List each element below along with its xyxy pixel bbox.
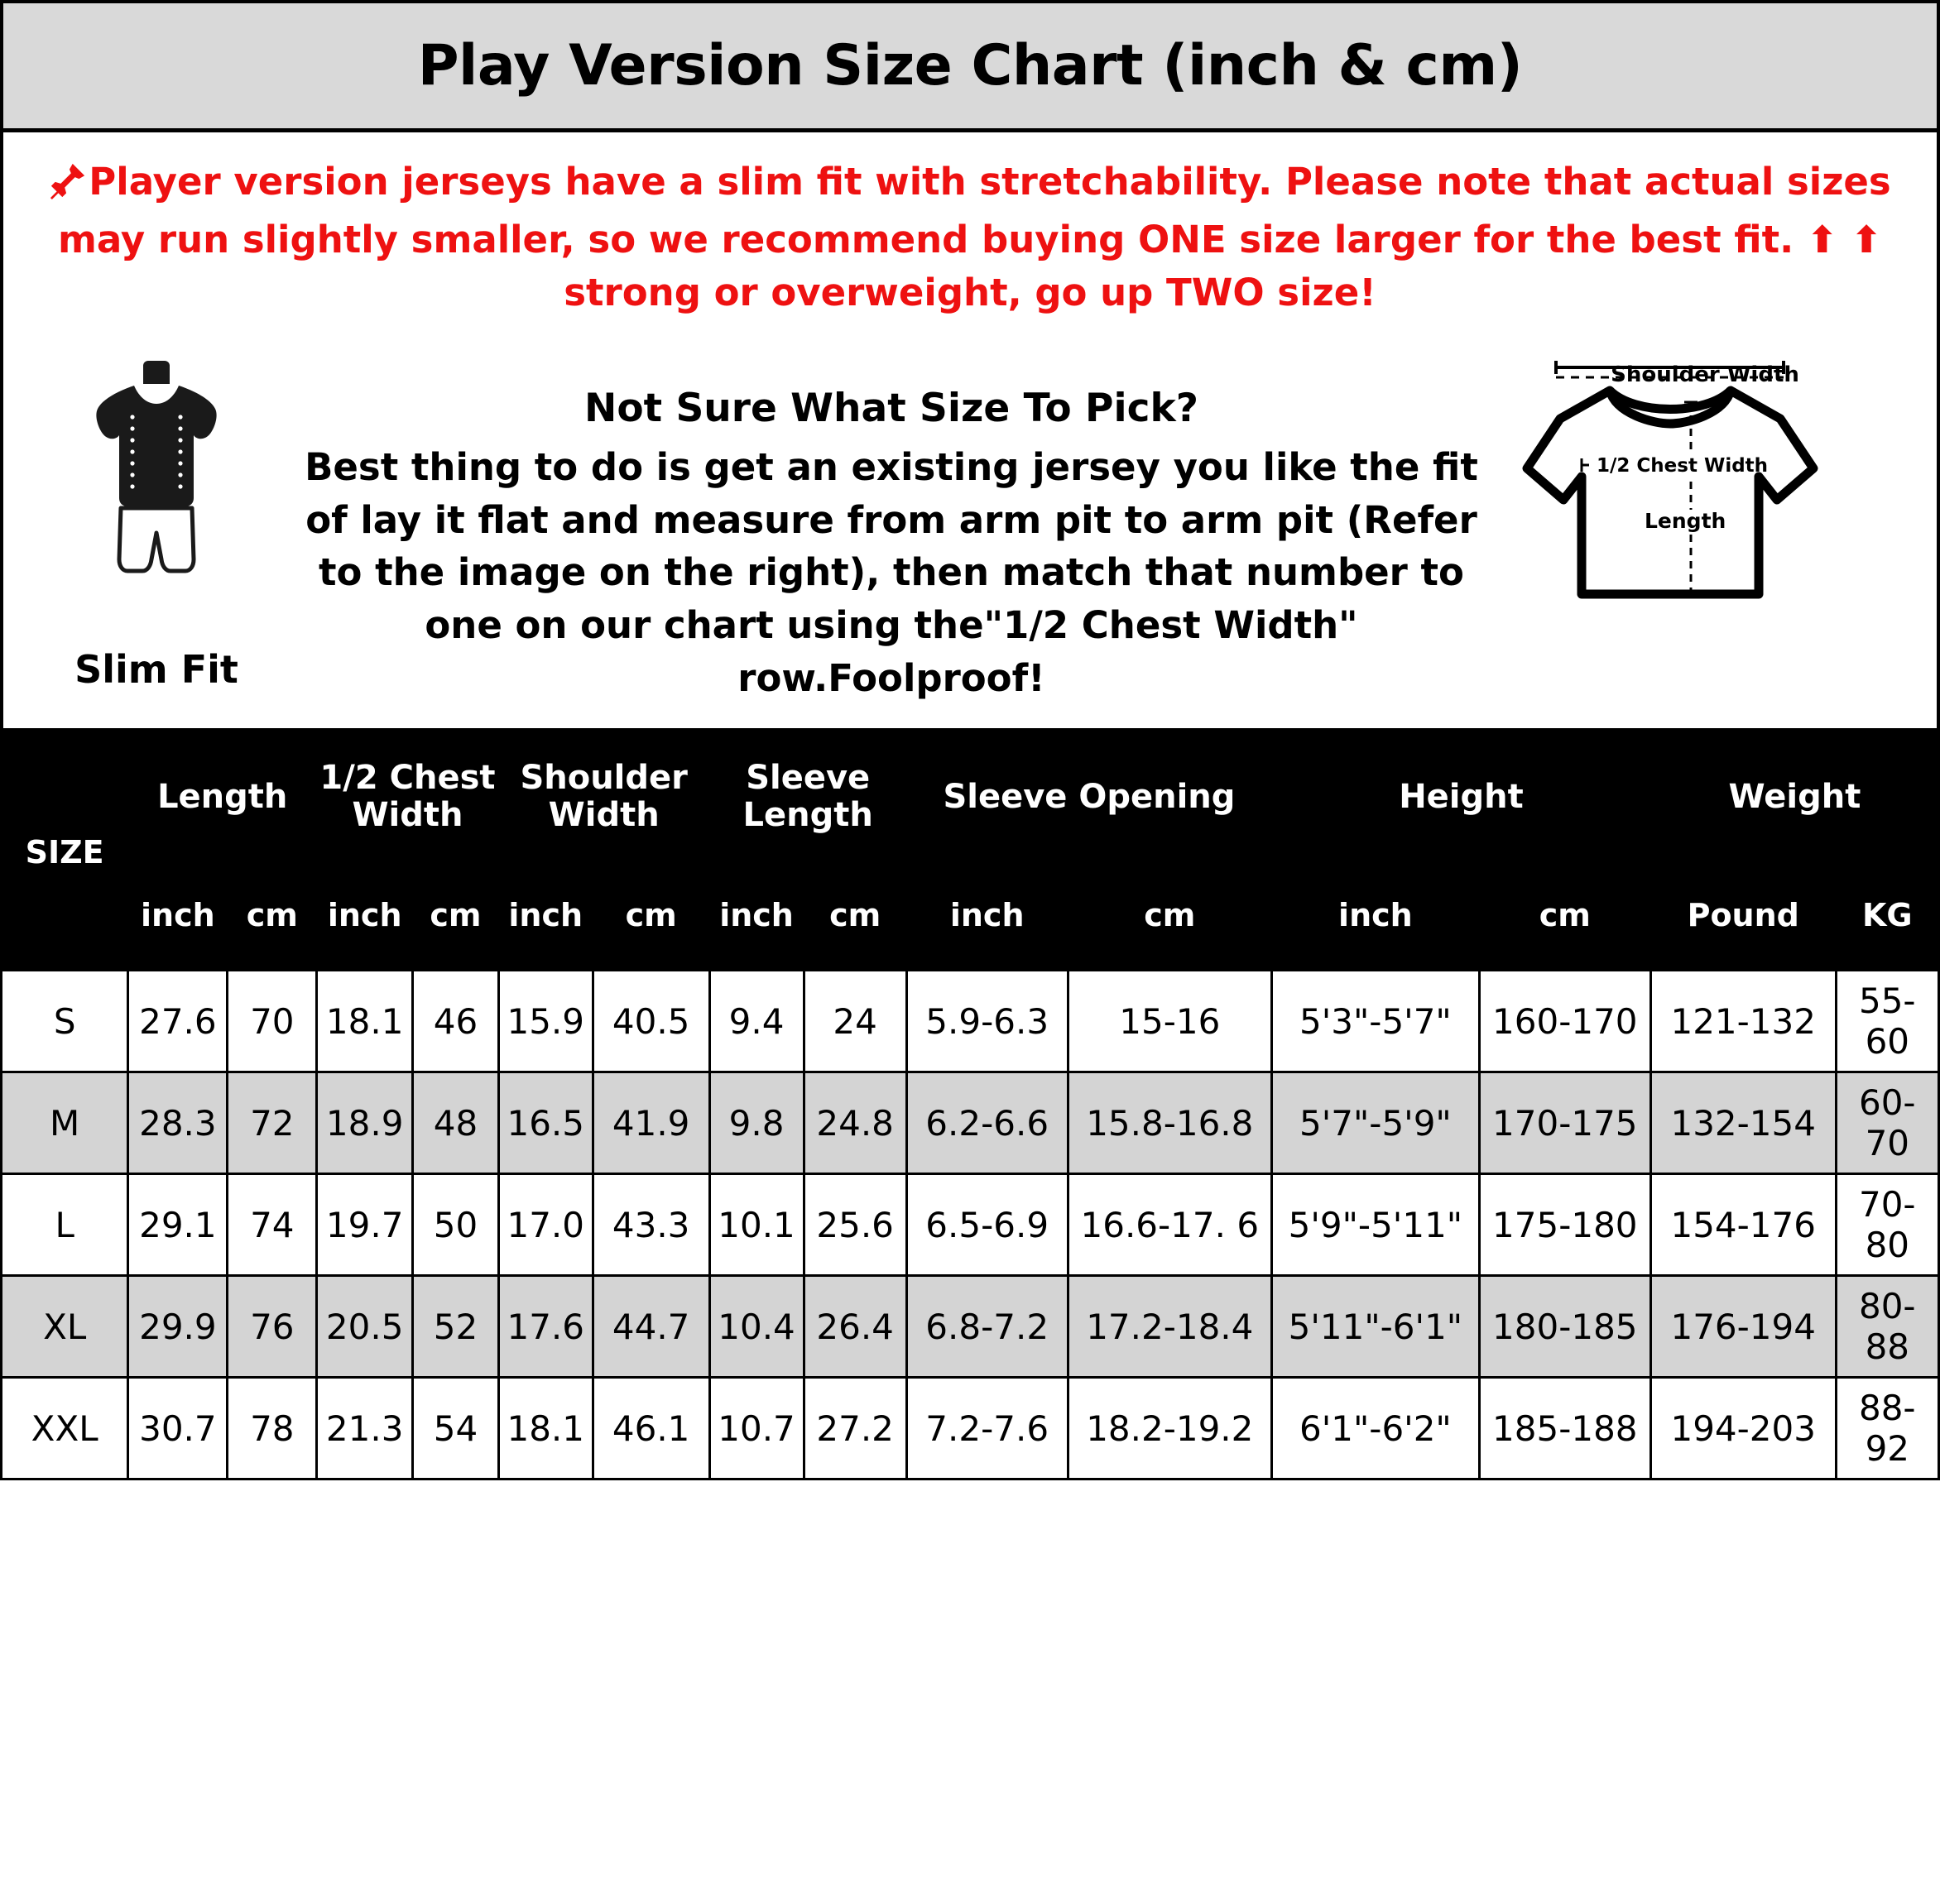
- cell-shoulder-cm: 43.3: [593, 1174, 709, 1276]
- header-group-sleeve-opening: Sleeve Opening: [906, 734, 1271, 861]
- cell-sleeve-opening-cm: 15.8-16.8: [1068, 1072, 1272, 1174]
- cell-weight-pound: 154-176: [1650, 1174, 1836, 1276]
- cell-height-cm: 175-180: [1479, 1174, 1650, 1276]
- guidance-text-block: [293, 343, 1490, 705]
- cell-sleeve-length-cm: 24: [804, 971, 906, 1072]
- cell-sleeve-length-inch: 10.1: [709, 1174, 804, 1276]
- guidance-paragraph: Best thing to do is get an existing jersey you like the fit of lay it flat and measure from arm pit to arm pit (Refer to the image on the right), then match that number to one on our chart using the"1/2 Chest Width" row.Foolproof!: [305, 444, 1478, 701]
- cell-length-cm: 78: [228, 1378, 317, 1480]
- cell-sleeve-opening-inch: 6.2-6.6: [906, 1072, 1068, 1174]
- header-unit-length-cm: cm: [228, 861, 317, 971]
- pushpin-icon: [49, 161, 87, 213]
- page-title: Play Version Size Chart (inch & cm): [417, 33, 1523, 98]
- cell-shoulder-inch: 15.9: [498, 971, 593, 1072]
- cell-weight-pound: 132-154: [1650, 1072, 1836, 1174]
- cell-sleeve-opening-cm: 17.2-18.4: [1068, 1276, 1272, 1378]
- cell-chest-cm: 46: [413, 971, 499, 1072]
- notice-section: [0, 132, 1940, 328]
- cell-height-inch: 5'11"-6'1": [1272, 1276, 1480, 1378]
- cell-weight-pound: 194-203: [1650, 1378, 1836, 1480]
- notice-message: Player version jerseys have a slim fit with stretchability. Please note that actual sizes may run slightly smaller, so we recommend buying ONE size larger for the best fit. ⬆ ⬆ strong or overweight, go up TWO size!: [58, 160, 1891, 314]
- shoulder-width-label: Shoulder Width: [1611, 362, 1799, 387]
- cell-chest-inch: 18.1: [317, 971, 413, 1072]
- cell-shoulder-inch: 17.6: [498, 1276, 593, 1378]
- cell-shoulder-inch: 16.5: [498, 1072, 593, 1174]
- notice-text: [31, 156, 1909, 319]
- cell-weight-kg: 60-70: [1836, 1072, 1938, 1174]
- cell-sleeve-opening-inch: 7.2-7.6: [906, 1378, 1068, 1480]
- header-group-weight: Weight: [1650, 734, 1938, 861]
- cell-shoulder-inch: 18.1: [498, 1378, 593, 1480]
- cell-height-cm: 170-175: [1479, 1072, 1650, 1174]
- cell-height-cm: 180-185: [1479, 1276, 1650, 1378]
- cell-chest-cm: 52: [413, 1276, 499, 1378]
- cell-weight-kg: 88-92: [1836, 1378, 1938, 1480]
- guidance-section: [0, 328, 1940, 732]
- slim-fit-label: Slim Fit: [74, 646, 238, 692]
- cell-height-cm: 185-188: [1479, 1378, 1650, 1480]
- header-group-sleeve-length: Sleeve Length: [709, 734, 906, 861]
- cell-sleeve-opening-inch: 6.8-7.2: [906, 1276, 1068, 1378]
- cell-sleeve-length-cm: 27.2: [804, 1378, 906, 1480]
- cell-sleeve-opening-cm: 18.2-19.2: [1068, 1378, 1272, 1480]
- table-row: [2, 1378, 1939, 1480]
- cell-sleeve-length-cm: 26.4: [804, 1276, 906, 1378]
- cell-height-inch: 5'7"-5'9": [1272, 1072, 1480, 1174]
- cell-length-inch: 28.3: [128, 1072, 228, 1174]
- cell-shoulder-inch: 17.0: [498, 1174, 593, 1276]
- measurement-diagram-block: [1490, 343, 1920, 655]
- header-group-height: Height: [1272, 734, 1651, 861]
- cell-chest-cm: 54: [413, 1378, 499, 1480]
- header-group-half-chest-width: 1/2 Chest Width: [317, 734, 499, 861]
- cell-sleeve-length-cm: 25.6: [804, 1174, 906, 1276]
- header-group-shoulder-width: Shoulder Width: [498, 734, 709, 861]
- header-unit-weight-kg: KG: [1836, 861, 1938, 971]
- cell-chest-inch: 18.9: [317, 1072, 413, 1174]
- header-unit-chest-inch: inch: [317, 861, 413, 971]
- cell-weight-kg: 70-80: [1836, 1174, 1938, 1276]
- cell-sleeve-length-cm: 24.8: [804, 1072, 906, 1174]
- guidance-question: Not Sure What Size To Pick?: [584, 385, 1198, 431]
- female-mannequin-icon: [20, 357, 293, 634]
- cell-weight-kg: 55-60: [1836, 971, 1938, 1072]
- cell-chest-cm: 48: [413, 1072, 499, 1174]
- cell-chest-cm: 50: [413, 1174, 499, 1276]
- table-row: [2, 971, 1939, 1072]
- header-unit-length-inch: inch: [128, 861, 228, 971]
- cell-weight-kg: 80-88: [1836, 1276, 1938, 1378]
- chart-title-bar: [0, 0, 1940, 132]
- cell-length-cm: 74: [228, 1174, 317, 1276]
- cell-shoulder-cm: 44.7: [593, 1276, 709, 1378]
- cell-size: L: [2, 1174, 128, 1276]
- cell-sleeve-opening-cm: 15-16: [1068, 971, 1272, 1072]
- header-unit-shoulder-inch: inch: [498, 861, 593, 971]
- cell-length-cm: 70: [228, 971, 317, 1072]
- cell-shoulder-cm: 40.5: [593, 971, 709, 1072]
- cell-height-inch: 6'1"-6'2": [1272, 1378, 1480, 1480]
- fit-illustration-block: [20, 343, 293, 692]
- cell-weight-pound: 176-194: [1650, 1276, 1836, 1378]
- cell-height-inch: 5'3"-5'7": [1272, 971, 1480, 1072]
- cell-size: XXL: [2, 1378, 128, 1480]
- cell-sleeve-length-inch: 10.7: [709, 1378, 804, 1480]
- size-table: [0, 732, 1940, 1480]
- table-header-groups: [2, 734, 1939, 861]
- table-row: [2, 1072, 1939, 1174]
- svg-text:1/2 Chest Width: 1/2 Chest Width: [1597, 454, 1769, 477]
- cell-sleeve-length-inch: 9.8: [709, 1072, 804, 1174]
- cell-chest-inch: 21.3: [317, 1378, 413, 1480]
- cell-chest-inch: 20.5: [317, 1276, 413, 1378]
- cell-sleeve-opening-inch: 5.9-6.3: [906, 971, 1068, 1072]
- table-row: [2, 1174, 1939, 1276]
- cell-shoulder-cm: 41.9: [593, 1072, 709, 1174]
- table-header-units: [2, 861, 1939, 971]
- cell-height-cm: 160-170: [1479, 971, 1650, 1072]
- header-unit-sleeve-opening-inch: inch: [906, 861, 1068, 971]
- cell-length-inch: 27.6: [128, 971, 228, 1072]
- cell-weight-pound: 121-132: [1650, 971, 1836, 1072]
- cell-length-cm: 72: [228, 1072, 317, 1174]
- cell-height-inch: 5'9"-5'11": [1272, 1174, 1480, 1276]
- tshirt-measurement-diagram-icon: [1510, 353, 1899, 629]
- cell-size: XL: [2, 1276, 128, 1378]
- header-unit-weight-pound: Pound: [1650, 861, 1836, 971]
- header-size: SIZE: [2, 734, 128, 971]
- header-group-length: Length: [128, 734, 317, 861]
- cell-chest-inch: 19.7: [317, 1174, 413, 1276]
- cell-length-inch: 29.1: [128, 1174, 228, 1276]
- cell-sleeve-opening-inch: 6.5-6.9: [906, 1174, 1068, 1276]
- cell-sleeve-length-inch: 10.4: [709, 1276, 804, 1378]
- header-unit-chest-cm: cm: [413, 861, 499, 971]
- cell-length-cm: 76: [228, 1276, 317, 1378]
- svg-text:Length: Length: [1645, 508, 1726, 533]
- cell-length-inch: 29.9: [128, 1276, 228, 1378]
- header-unit-height-cm: cm: [1479, 861, 1650, 971]
- cell-sleeve-opening-cm: 16.6-17. 6: [1068, 1174, 1272, 1276]
- cell-sleeve-length-inch: 9.4: [709, 971, 804, 1072]
- header-unit-sleeve-opening-cm: cm: [1068, 861, 1272, 971]
- cell-size: M: [2, 1072, 128, 1174]
- header-unit-sleeve-length-cm: cm: [804, 861, 906, 971]
- cell-shoulder-cm: 46.1: [593, 1378, 709, 1480]
- table-row: [2, 1276, 1939, 1378]
- header-unit-shoulder-cm: cm: [593, 861, 709, 971]
- cell-length-inch: 30.7: [128, 1378, 228, 1480]
- header-unit-sleeve-length-inch: inch: [709, 861, 804, 971]
- cell-size: S: [2, 971, 128, 1072]
- header-unit-height-inch: inch: [1272, 861, 1480, 971]
